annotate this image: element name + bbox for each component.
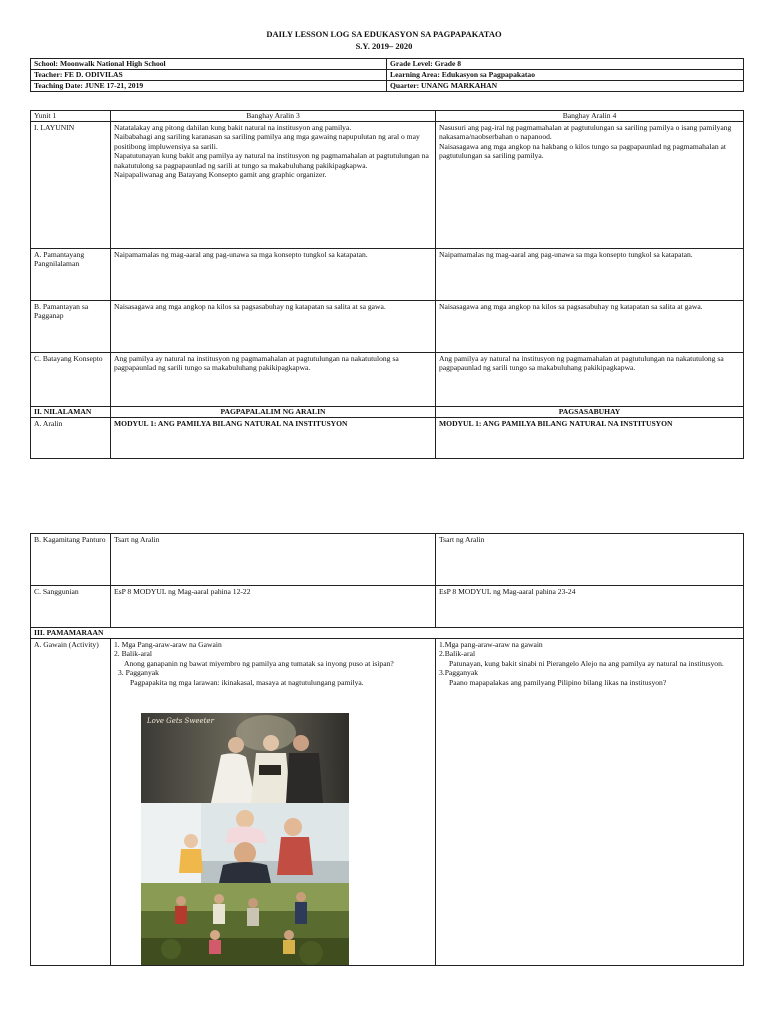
photo-caption: Love Gets Sweeter <box>147 717 214 725</box>
performance-standard-lesson-3: Naisasagawa ang mga angkop na kilos sa pagsasabuhay ng katapatan sa salita at sa gawa. <box>111 301 436 353</box>
objective: Naisasagawa ang mga angkop na hakbang o kilos tungo sa pagpapaunlad ng pagmamahalan at pagtutulungan sa sariling pamilya. <box>439 141 726 161</box>
document-title: DAILY LESSON LOG SA EDUKASYON SA PAGPAPAKATAO <box>266 29 502 39</box>
activity-line: Anong ganapanin ng bawat miyembro ng pamilya ang tumatak sa inyong puso at isipan? <box>124 658 394 668</box>
activity-line: 3. Pagganyak <box>118 668 159 678</box>
wedding-illustration <box>141 713 349 803</box>
learning-area: Learning Area: Edukasyon sa Pagpapakatao <box>387 70 744 81</box>
core-concept-lesson-4: Ang pamilya ay natural na institusyon ng pagmamahalan at pagtutulungan na nakatutulong sa pagpapaunlad ng sarili tungo sa makabuluhang pakikipagkapwa. <box>436 353 744 407</box>
pamamaraan-label: III. PAMAMARAAN <box>31 628 744 639</box>
objective: Nasusuri ang pag-iral ng pagmamahalan at pagtutulungan sa sariling pamilya o isang pamilyang nakasama/naobserbahan o napanood. <box>439 123 732 142</box>
activity-line: 1.Mga pang-araw-araw na gawain <box>439 640 543 649</box>
core-concept-lesson-3: Ang pamilya ay natural na institusyon ng pagmamahalan at pagtutulungan na nakatutulong sa pagpapaunlad ng sarili tungo sa makabuluhang pakikipagkapwa. <box>111 353 436 407</box>
activity-lesson-4 <box>436 639 744 966</box>
materials-label: B. Kagamitang Panturo <box>31 534 111 586</box>
nilalaman-lesson-3: PAGPAPALALIM NG ARALIN <box>111 407 436 418</box>
layunin-lesson-4 <box>436 122 744 249</box>
nilalaman-lesson-4: PAGSASABUHAY <box>436 407 744 418</box>
activity-line: Pagpapakita ng mga larawan: ikinakasal, masaya at nagtutulungang pamilya. <box>130 677 364 687</box>
activity-line: Patunayan, kung bakit sinabi ni Pierangelo Alejo na ang pamilya ay natural na institusyon. <box>449 658 724 668</box>
content-standard-lesson-3: Naipamamalas ng mag-aaral ang pag-unawa sa mga konsepto tungkol sa katapatan. <box>111 249 436 301</box>
aralin-lesson-3: MODYUL 1: ANG PAMILYA BILANG NATURAL NA INSTITUSYON <box>111 418 436 459</box>
core-concept-label: C. Batayang Konsepto <box>31 353 111 407</box>
references-lesson-4: EsP 8 MODYUL ng Mag-aaral pahina 23-24 <box>436 586 744 628</box>
aralin-lesson-4: MODYUL 1: ANG PAMILYA BILANG NATURAL NA INSTITUSYON <box>436 418 744 459</box>
lesson-table-2 <box>30 533 744 966</box>
lesson-3-header: Banghay Aralin 3 <box>111 111 436 122</box>
materials-lesson-4: Tsart ng Aralin <box>436 534 744 586</box>
school-year: S.Y. 2019– 2020 <box>355 41 413 51</box>
references-label: C. Sanggunian <box>31 586 111 628</box>
family-illustration <box>141 803 349 883</box>
unit-header: Yunit 1 <box>31 111 111 122</box>
content-standard-lesson-4: Naipamamalas ng mag-aaral ang pag-unawa sa mga konsepto tungkol sa katapatan. <box>436 249 744 301</box>
content-standard-label: A. Pamantayang Pangnilalaman <box>31 249 111 301</box>
layunin-label: I. LAYUNIN <box>31 122 111 249</box>
lesson-table-1 <box>30 110 744 459</box>
quarter: Quarter: UNANG MARKAHAN <box>387 81 744 92</box>
activity-line: Paano mapapalakas ang pamilyang Pilipino bilang likas na institusyon? <box>449 677 667 687</box>
activity-line: 3.Pagganyak <box>439 668 479 678</box>
working-family-photo <box>141 883 349 965</box>
activity-label: A. Gawain (Activity) <box>31 639 111 966</box>
objective: Naibabahagi ang sariling karanasan sa sariling pamilya ang mga gawaing napupulutan ng aral o may positibong impluwensiya sa sarili. <box>114 132 420 151</box>
family-photo <box>141 803 349 883</box>
activity-line: 2.Balik-aral <box>439 649 476 659</box>
working-family-illustration <box>141 883 349 965</box>
activity-line: 1. Mga Pang-araw-araw na Gawain <box>114 640 222 649</box>
aralin-label: A. Aralin <box>31 418 111 459</box>
materials-lesson-3: Tsart ng Aralin <box>111 534 436 586</box>
objective: Naipapaliwanag ang Batayang Konsepto gamit ang graphic organizer. <box>114 170 327 180</box>
lesson-4-header: Banghay Aralin 4 <box>436 111 744 122</box>
wedding-photo <box>141 713 349 803</box>
activity-line: 2. Balik-aral <box>114 649 152 659</box>
nilalaman-label: II. NILALAMAN <box>31 407 111 418</box>
objective: Napatutunayan kung bakit ang pamilya ay natural na institusyon ng pagmamahalan at pagtutulungan na nakatutulong sa pagpapaunlad ng sarili at tungo sa makabuluhang pakikipagkapwa. <box>114 151 429 170</box>
performance-standard-lesson-4: Naisasagawa ang mga angkop na kilos sa pagsasabuhay ng katapatan sa salita at gawa. <box>436 301 744 353</box>
teaching-date: Teaching Date: JUNE 17-21, 2019 <box>31 81 387 92</box>
grade-level: Grade Level: Grade 8 <box>387 59 744 70</box>
performance-standard-label: B. Pamantayan sa Pagganap <box>31 301 111 353</box>
school-name: School: Moonwalk National High School <box>31 59 387 70</box>
info-table <box>30 58 744 92</box>
objective: Natatalakay ang pitong dahilan kung bakit natural na institusyon ang pamilya. <box>114 123 352 132</box>
teacher-name: Teacher: FE D. ODIVILAS <box>31 70 387 81</box>
references-lesson-3: EsP 8 MODYUL ng Mag-aaral pahina 12-22 <box>111 586 436 628</box>
layunin-lesson-3 <box>111 122 436 249</box>
